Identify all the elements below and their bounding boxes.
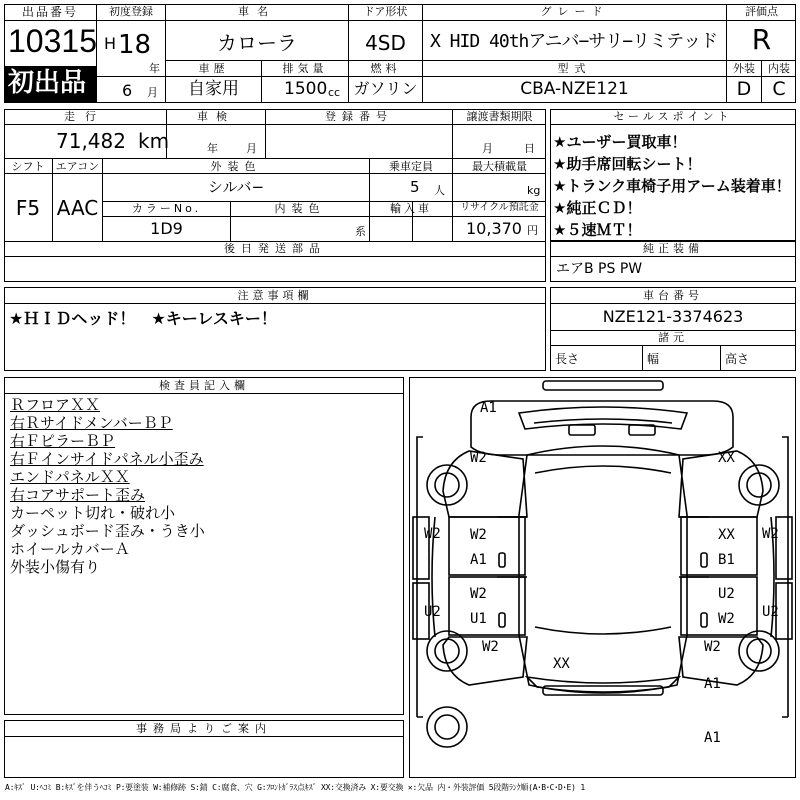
inspection-year-unit: 年 — [207, 142, 218, 155]
mark-left-front-door: A1 — [470, 552, 487, 568]
score-label: 評価点 — [745, 5, 778, 18]
lot-number: 10315 — [8, 23, 97, 59]
import-label: 輸入車 — [390, 202, 432, 215]
interior-color-unit: 系 — [355, 225, 366, 238]
registration-label: 登録番号 — [325, 110, 393, 123]
color-no-label: カラーNo. — [131, 202, 202, 215]
mark-left-front-fender: W2 — [470, 450, 487, 466]
max-load-unit: kg — [527, 184, 541, 197]
grade-label: グレード — [540, 5, 609, 18]
mark-right-sill-rear: U2 — [762, 604, 779, 620]
mark-right-front-door-top: XX — [718, 527, 735, 543]
inspector-notes — [10, 396, 205, 576]
mark-right-rear-door: W2 — [718, 611, 735, 627]
sales-point: ★助手席回転シート！ — [553, 155, 702, 173]
inspection-month-unit: 月 — [246, 142, 257, 155]
exterior-color: シルバ− — [207, 178, 265, 196]
mark-front-bumper: A1 — [480, 400, 497, 416]
mark-right-front-door: B1 — [718, 552, 735, 568]
shift: F5 — [15, 196, 41, 220]
mark-rear-bumper: A1 — [704, 730, 721, 746]
sales-point: ★トランク車椅子用アーム装着車！ — [553, 177, 791, 195]
sales-point: ★ユーザー買取車！ — [553, 133, 687, 151]
exterior-label: 外装 — [733, 62, 755, 75]
inspector-note-line: 右ＲサイドメンバーＢＰ — [10, 414, 173, 432]
car-body-diagram — [409, 377, 796, 778]
sales-points-label: セールスポイント — [613, 110, 733, 123]
mark-left-sill-rear: U2 — [424, 604, 441, 620]
door-label: ドア形状 — [363, 5, 408, 18]
mileage-unit: km — [138, 129, 170, 153]
capacity-label: 乗車定員 — [389, 160, 433, 173]
model: CBA-NZE121 — [520, 79, 629, 99]
chassis-label: 車台番号 — [643, 289, 703, 302]
grade: X HID 40thアニバ−サリ−リミテッド — [430, 31, 718, 52]
mark-rear-panel: A1 — [704, 676, 721, 692]
inspector-note-line: 外装小傷有り — [10, 558, 101, 576]
inspector-note-line: ホイールカバーＡ — [10, 540, 130, 558]
later-parts-label: 後日発送部品 — [224, 242, 326, 255]
month-unit: 月 — [147, 86, 158, 99]
fuel-label: 燃料 — [370, 62, 401, 75]
interior-label: 内装 — [768, 62, 790, 75]
inspector-label: 検査員記入欄 — [159, 379, 249, 392]
equipment-label: 純正装備 — [643, 242, 703, 255]
first-reg-label: 初度登録 — [109, 5, 153, 18]
inspection-label: 車検 — [197, 110, 235, 123]
first-listing-label: 初出品 — [8, 68, 87, 98]
mark-left-rear-door: U1 — [470, 611, 487, 627]
first-reg-month: 6 — [122, 81, 133, 100]
displacement: 1500 — [284, 79, 328, 99]
fuel: ガソリン — [353, 79, 418, 98]
damage-legend: A:ｷｽﾞ U:ﾍｺﾐ B:ｷｽﾞを伴うﾍｺﾐ P:要塗装 W:補修跡 S:錆 C:腐食、穴 G:ﾌﾛﾝﾄｶﾞﾗｽ点ｷｽﾞ XX:交換済み X:要交換 ✕:欠品 内・外装評価 5段階ﾗﾝｸ順(A･B･C･D･E) 1 — [5, 783, 585, 792]
notes-label: 注意事項欄 — [237, 289, 313, 302]
displacement-label: 排気量 — [282, 62, 328, 75]
sales-points-list — [553, 131, 791, 241]
shift-label: シフト — [11, 160, 45, 173]
notes: ★ＨＩＤヘッド！ ★キーレスキー！ — [9, 309, 277, 328]
inspector-note-line: 右Ｆインサイドパネル小歪み — [10, 450, 204, 468]
inspector-note-line: カーペット切れ・破れ小 — [10, 504, 176, 522]
length-label: 長さ — [555, 352, 580, 366]
max-load-label: 最大積載量 — [472, 160, 527, 173]
recycle-label: リサイクル預託金 — [460, 202, 539, 213]
equipment: エアB PS PW — [556, 261, 643, 277]
mark-right-rear-quarter: W2 — [704, 639, 721, 655]
car-name-label: 車名 — [238, 5, 276, 18]
inspector-note-line: 右コアサポート歪み — [10, 486, 146, 504]
car-name: カローラ — [217, 31, 297, 55]
recycle-fee: 10,370 — [466, 219, 522, 238]
dimensions-label: 諸元 — [658, 331, 688, 344]
transfer-docs-label: 譲渡書類期限 — [466, 110, 533, 123]
color-no: 1D9 — [150, 219, 183, 238]
inspector-note-line: ＲフロアＸＸ — [10, 396, 101, 414]
era: H — [104, 34, 117, 53]
office-label: 事務局よりご案内 — [136, 722, 272, 735]
mark-left-sill-front: W2 — [424, 526, 441, 542]
history-label: 車歴 — [198, 62, 229, 75]
chassis-number: NZE121-3374623 — [602, 307, 744, 326]
sales-point: ★純正ＣＤ！ — [553, 199, 642, 217]
exterior-color-label: 外装色 — [210, 160, 262, 173]
width-label: 幅 — [647, 352, 660, 366]
capacity-unit: 人 — [434, 184, 445, 197]
model-label: 型式 — [557, 62, 592, 75]
mark-left-rear-quarter: W2 — [482, 639, 499, 655]
door-type: 4SD — [365, 31, 406, 55]
first-reg-year: 18 — [118, 30, 152, 60]
mark-right-front-fender: XX — [718, 450, 735, 466]
transfer-day-unit: 日 — [524, 142, 535, 155]
mark-right-rear-door-top: U2 — [718, 586, 735, 602]
mark-trunk: XX — [553, 656, 570, 672]
ac-label: エアコン — [55, 160, 100, 173]
year-unit: 年 — [149, 62, 160, 75]
mark-left-rear-door-top: W2 — [470, 586, 487, 602]
mark-left-front-door-top: W2 — [470, 527, 487, 543]
capacity: 5 — [410, 178, 420, 196]
displacement-unit: cc — [328, 86, 341, 99]
mileage: 71,482 — [56, 129, 126, 153]
history: 自家用 — [188, 79, 239, 99]
inspector-note-line: 右ＦピラーＢＰ — [10, 432, 116, 450]
recycle-unit: 円 — [527, 224, 538, 237]
interior-grade: C — [772, 78, 786, 100]
transfer-month-unit: 月 — [482, 142, 493, 155]
score: R — [751, 23, 772, 56]
sales-point: ★５速ＭＴ！ — [553, 221, 642, 239]
exterior-grade: D — [736, 78, 752, 100]
inspector-note-line: エンドパネルＸＸ — [10, 468, 130, 486]
interior-color-label: 内装色 — [274, 202, 326, 215]
lot-number-label: 出品番号 — [21, 5, 78, 19]
height-label: 高さ — [725, 352, 750, 366]
ac: AAC — [56, 196, 99, 220]
mark-right-sill-front: W2 — [762, 526, 779, 542]
inspector-note-line: ダッシュボード歪み・うき小 — [10, 522, 205, 540]
mileage-label: 走行 — [64, 110, 106, 123]
